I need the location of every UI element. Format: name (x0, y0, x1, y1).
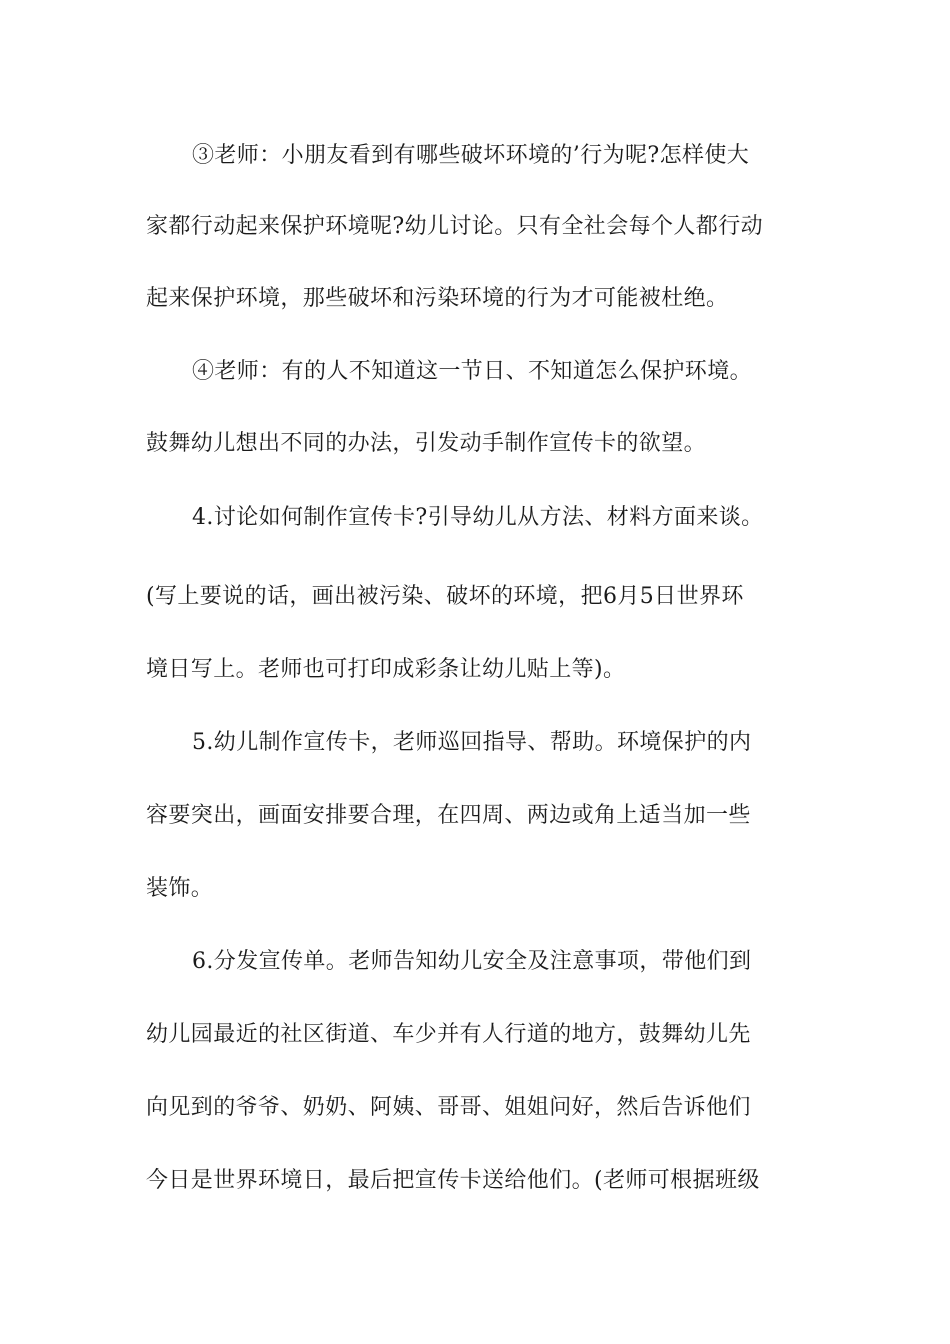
text-line: 容要突出，画面安排要合理，在四周、两边或角上适当加一些 (146, 803, 751, 828)
text-line: 6.分发宣传单。老师告知幼儿安全及注意事项，带他们到 (192, 949, 752, 974)
text-line: 家都行动起来保护环境呢?幼儿讨论。只有全社会每个人都行动 (146, 214, 763, 239)
text-line: 5.幼儿制作宣传卡，老师巡回指导、帮助。环境保护的内 (192, 730, 752, 755)
text-line: 向见到的爷爷、奶奶、阿姨、哥哥、姐姐问好，然后告诉他们 (146, 1095, 751, 1120)
text-line: 鼓舞幼儿想出不同的办法，引发动手制作宣传卡的欲望。 (146, 431, 707, 456)
text-line: ④老师：有的人不知道这一节日、不知道怎么保护环境。 (192, 359, 753, 384)
text-line: 起来保护环境，那些破坏和污染环境的行为才可能被杜绝。 (146, 286, 729, 311)
text-line: 装饰。 (146, 876, 214, 901)
text-line: (写上要说的话，画出被污染、破坏的环境，把6月5日世界环 (146, 584, 744, 609)
text-line: ③老师：小朋友看到有哪些破坏环境的’行为呢?怎样使大 (192, 143, 750, 168)
text-line: 幼儿园最近的社区街道、车少并有人行道的地方，鼓舞幼儿先 (146, 1022, 751, 1047)
text-line: 今日是世界环境日，最后把宣传卡送给他们。(老师可根据班级 (146, 1168, 760, 1193)
text-line: 4.讨论如何制作宣传卡?引导幼儿从方法、材料方面来谈。 (192, 505, 764, 530)
text-line: 境日写上。老师也可打印成彩条让幼儿贴上等)。 (146, 657, 626, 682)
